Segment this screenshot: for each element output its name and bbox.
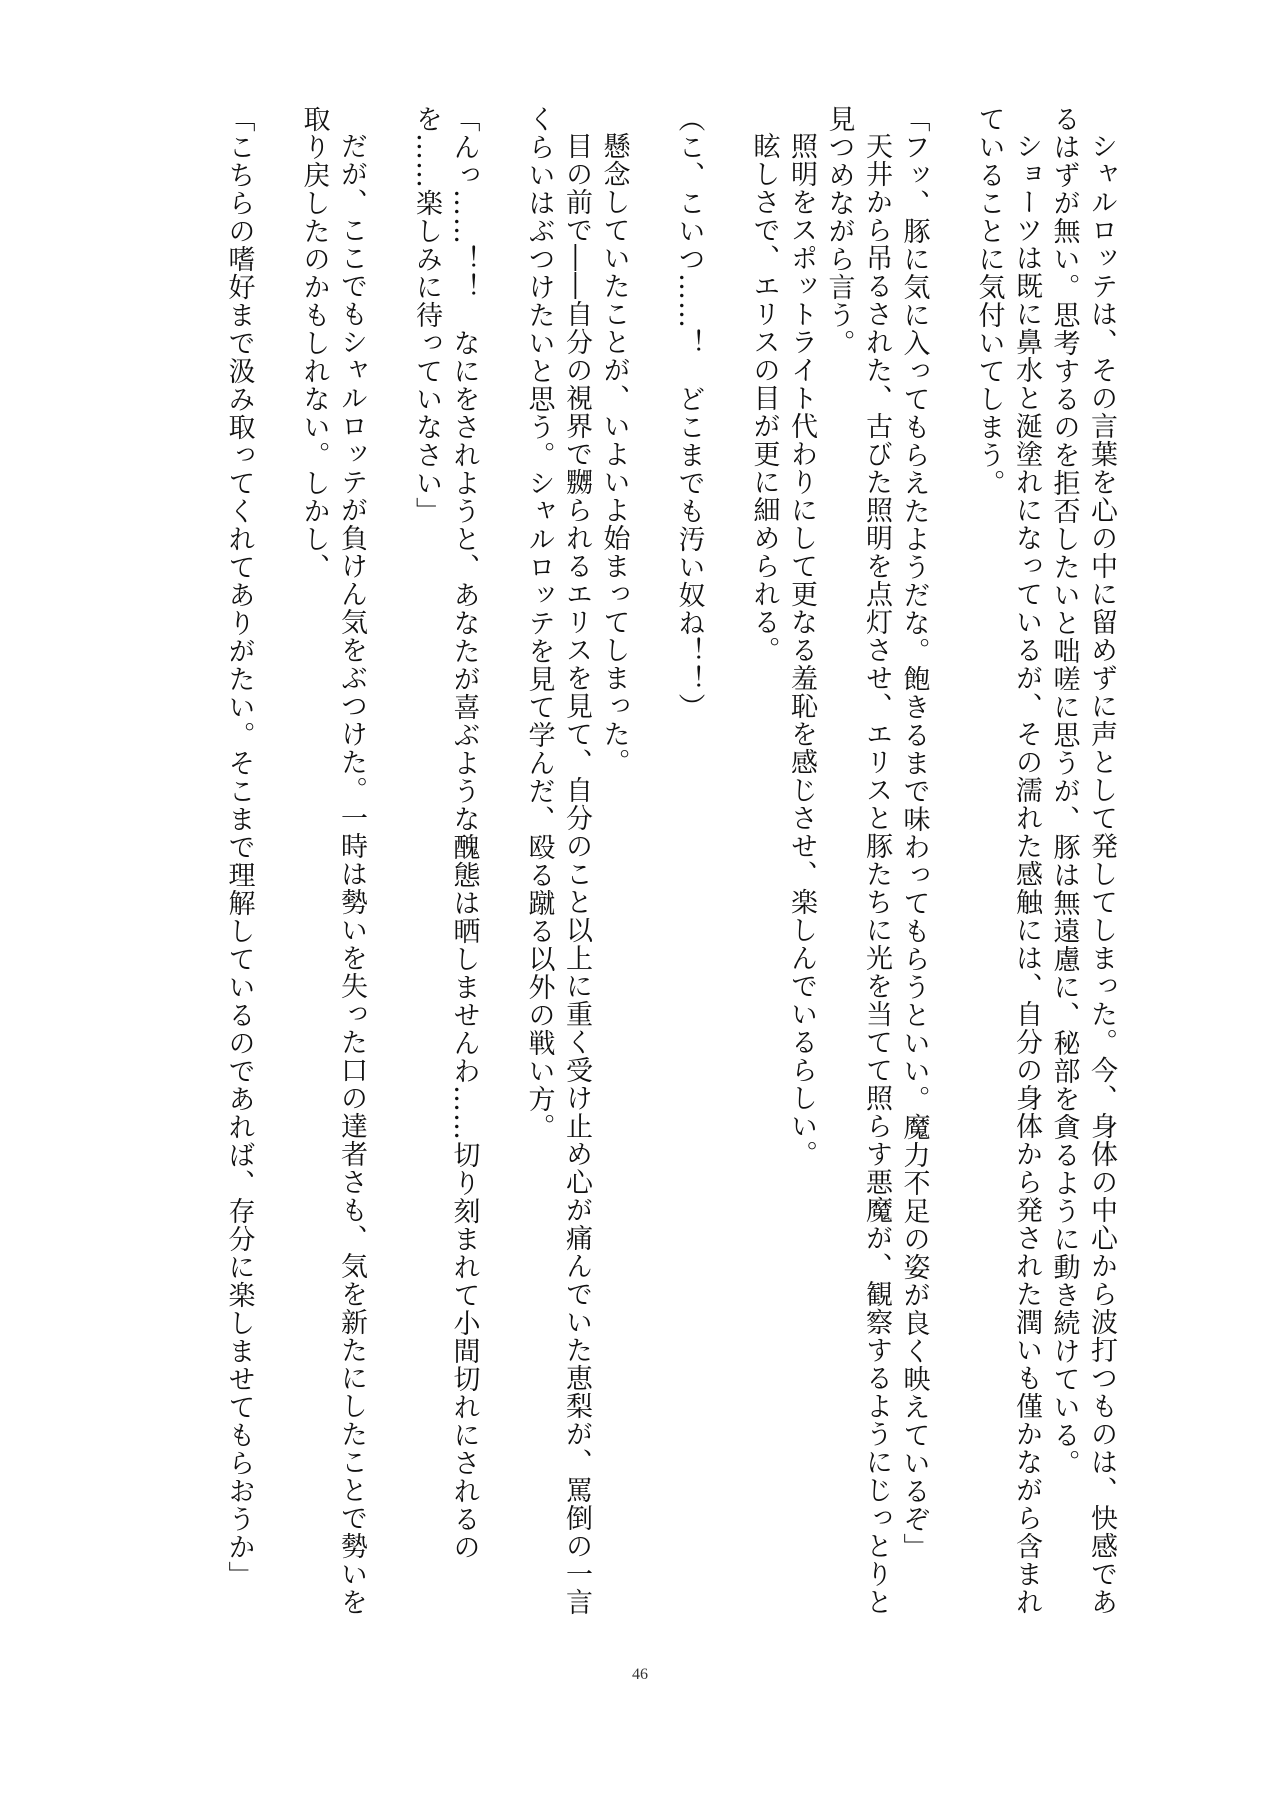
blank-line (933, 105, 971, 106)
paragraph: 天井から吊るされた、古びた照明を点灯させ、エリスと豚たちに光を当てて照らす悪魔が、観察するようにじっとりと見つめながら言う。 (823, 105, 892, 1616)
blank-line (633, 105, 671, 106)
paragraph: 目の前で――自分の視界で嬲られるエリスを見て、自分のこと以上に重く受け止め心が痛んでいた恵梨が、罵倒の一言くらいはぶつけたいと思う。シャルロッテを見て学んだ、殴る蹴る以外の戦い方。 (523, 105, 592, 1616)
paragraph: 懸念していたことが、いよいよ始まってしまった。 (598, 132, 630, 776)
dialogue-line: 「フッ、豚に気に入ってもらえたようだな。飽きるまで味わってもらうといい。魔力不足の姿が良く映えているぞ」 (898, 105, 930, 1561)
dialogue-line: 「こちらの嗜好まで汲み取ってくれてありがたい。そこまで理解しているのであれば、存分に楽しませてもらおうか」 (223, 105, 255, 1589)
paragraph: ショーツは既に鼻水と涎塗れになっているが、その濡れた感触には、自分の身体から発された潤いも僅かながら含まれていることに気付いてしまう。 (973, 105, 1042, 1616)
paragraph: シャルロッテは、その言葉を心の中に留めずに声として発してしまった。今、身体の中心から波打つものは、快感であるはずが無い。思考するのを拒否したいと咄嗟に思うが、豚は無遠慮に、秘部を貪るように動き続けている。 (1048, 105, 1117, 1616)
dialogue-line: （こ、こいつ……！ どこまでも汚い奴ね！！） (673, 105, 705, 721)
paragraph: 眩しさで、エリスの目が更に細められる。 (748, 132, 780, 664)
blank-line (370, 105, 408, 106)
blank-line (258, 105, 296, 106)
paragraph: だが、ここでもシャルロッテが負けん気をぶつけた。一時は勢いを失った口の達者さも、気を新たにしたことで勢いを取り戻したのかもしれない。しかし、 (298, 105, 367, 1616)
paragraph: 照明をスポットライト代わりにして更なる羞恥を感じさせ、楽しんでいるらしい。 (786, 132, 817, 1168)
dialogue-line: 「んっ……！！ なにをされようと、あなたが喜ぶような醜態は晒しませんわ……切り刻まれて小間切れにされるのを……楽しみに待っていなさい」 (411, 105, 480, 1561)
page-number: 46 (632, 1666, 648, 1683)
blank-line (708, 105, 746, 106)
vertical-text-body (220, 105, 1120, 1625)
blank-line (483, 105, 521, 106)
